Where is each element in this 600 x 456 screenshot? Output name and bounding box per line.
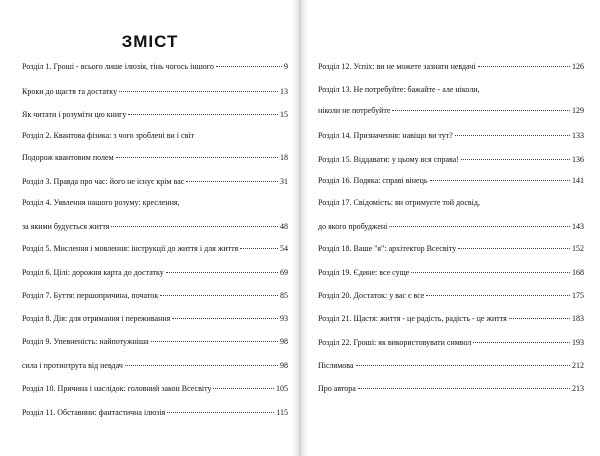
- toc-entry: [22, 110, 288, 120]
- toc-entry: [318, 291, 584, 301]
- toc-entry-page: 129: [572, 106, 584, 115]
- toc-entry-page: 213: [572, 384, 584, 393]
- toc-entry: [22, 177, 288, 187]
- toc-entry-page: 13: [280, 87, 288, 96]
- toc-entry: [22, 361, 288, 371]
- toc-entry-page: 85: [280, 291, 288, 300]
- toc-entry: [22, 131, 288, 141]
- toc-leader-dots: [426, 295, 570, 296]
- toc-entry-title: Розділ 7. Буття: першопричина, початок: [22, 291, 159, 300]
- toc-leader-dots: [411, 272, 570, 273]
- toc-entry: [318, 338, 584, 348]
- toc-entry-title: Розділ 11. Обставини: фантастична ілюзія: [22, 408, 166, 417]
- toc-entry-title: Розділ 10. Причина і наслідок: головний закон Всесвіту: [22, 384, 212, 393]
- toc-entry-page: 69: [280, 268, 288, 277]
- toc-leader-dots: [430, 180, 570, 181]
- toc-entry-page: 105: [276, 384, 288, 393]
- page-title: ЗМІСТ: [121, 32, 179, 51]
- toc-entry-page: 175: [572, 291, 584, 300]
- toc-right: [300, 0, 600, 456]
- toc-entry-title: за якими будується життя: [22, 222, 110, 231]
- toc-entry-title: Розділ 15. Віддавати: у цьому вся справа!: [318, 155, 459, 164]
- toc-entry-page: 193: [572, 338, 584, 347]
- toc-entry-title: Кроки до щастя та достатку: [22, 87, 118, 96]
- toc-entry-title: Розділ 22. Гроші: як використовувати символ: [318, 338, 472, 347]
- toc-leader-dots: [116, 157, 278, 158]
- toc-leader-dots: [119, 91, 278, 92]
- toc-entry-page: 18: [280, 153, 288, 162]
- toc-entry-page: 15: [280, 110, 288, 119]
- toc-entry: [318, 361, 584, 371]
- toc-entry-title: Розділ 20. Достаток: у вас є все: [318, 291, 425, 300]
- toc-leader-dots: [216, 66, 282, 67]
- toc-entry-title: Розділ 17. Свідомість: ви отримуєте той досвід,: [318, 198, 480, 207]
- toc-entry: [22, 222, 288, 232]
- toc-entry-title: Розділ 14. Призначення: навіщо ви тут?: [318, 131, 453, 140]
- toc-leader-dots: [128, 114, 278, 115]
- toc-entry: [22, 384, 288, 394]
- toc-leader-dots: [125, 365, 278, 366]
- toc-entry-title: Розділ 9. Упевненість: найпотужніша: [22, 337, 149, 346]
- toc-entry: [318, 85, 584, 95]
- toc-entry-title: Післямова: [318, 361, 354, 370]
- toc-entry-page: 212: [572, 361, 584, 370]
- toc-entry-title: Про автора: [318, 384, 356, 393]
- toc-entry-page: 143: [572, 222, 584, 231]
- toc-entry-page: 133: [572, 131, 584, 140]
- toc-entry-title: Розділ 21. Щастя: життя - це радість, радість - це життя: [318, 314, 507, 323]
- toc-leader-dots: [358, 388, 570, 389]
- toc-entry: [318, 384, 584, 394]
- toc-entry: [22, 87, 288, 97]
- toc-entry-title: Розділ 3. Правда про час: його не існує крім вас: [22, 177, 185, 186]
- toc-entry: [22, 244, 288, 254]
- toc-entry-title: Розділ 13. Не потребуйте: бажайте - але ніколи,: [318, 85, 480, 94]
- toc-entry-title: Як читати і розуміти цю книгу: [22, 110, 127, 119]
- toc-entry-page: 168: [572, 268, 584, 277]
- toc-entry-title: Розділ 1. Гроші - всього лише ілюзія, тінь чогось іншого: [22, 62, 214, 71]
- toc-entry-title: Розділ 18. Ваше "я": архітектор Всесвіту: [318, 244, 457, 253]
- toc-leader-dots: [461, 159, 570, 160]
- toc-leader-dots: [389, 226, 570, 227]
- toc-leader-dots: [167, 412, 274, 413]
- toc-entry-title: Розділ 5. Мислення і мовлення: інструкції до життя і для життя: [22, 244, 239, 253]
- toc-entry-page: 136: [572, 155, 584, 164]
- toc-leader-dots: [392, 110, 570, 111]
- toc-entry: [22, 408, 288, 418]
- toc-entry: [318, 222, 584, 232]
- toc-entry: [22, 337, 288, 347]
- toc-entry-page: 48: [280, 222, 288, 231]
- toc-entry: [318, 268, 584, 278]
- toc-entry-title: до якого пробуджені: [318, 222, 388, 231]
- toc-entry-page: 98: [280, 337, 288, 346]
- toc-entry-page: 126: [572, 62, 584, 71]
- toc-entry: [318, 106, 584, 116]
- toc-entry: [318, 62, 584, 72]
- toc-leader-dots: [111, 226, 278, 227]
- toc-leader-dots: [473, 342, 570, 343]
- toc-entry: [22, 268, 288, 278]
- toc-leader-dots: [509, 318, 570, 319]
- toc-entry-page: 31: [280, 177, 288, 186]
- toc-entry-title: Розділ 6. Цілі: дорожня карта до достатку: [22, 268, 164, 277]
- toc-entry-title: Розділ 2. Квантова фізика: з чого зроблені ви і світ: [22, 131, 195, 140]
- toc-entry: [318, 176, 584, 186]
- toc-entry: [22, 314, 288, 324]
- toc-leader-dots: [455, 135, 570, 136]
- toc-entry-page: 183: [572, 314, 584, 323]
- toc-entry-page: 93: [280, 314, 288, 323]
- toc-entry: [22, 153, 288, 163]
- toc-leader-dots: [160, 295, 278, 296]
- toc-entry: [318, 155, 584, 165]
- toc-leader-dots: [240, 248, 278, 249]
- toc-entry-title: Розділ 12. Успіх: ви не можете зазнати невдачі: [318, 62, 476, 71]
- toc-entry-title: Розділ 4. Уявлення нашого розуму: креслення,: [22, 198, 180, 207]
- toc-entry-title: Розділ 8. Дія: для отримання і переживання: [22, 314, 171, 323]
- toc-entry-title: Розділ 16. Подяка: справі вінець: [318, 176, 428, 185]
- toc-entry-title: Розділ 19. Єдине: все суще: [318, 268, 410, 277]
- toc-entry-page: 115: [276, 408, 288, 417]
- toc-entry-page: 152: [572, 244, 584, 253]
- toc-entry-title: ніколи не потребуйте: [318, 106, 391, 115]
- toc-leader-dots: [166, 272, 278, 273]
- toc-entry-page: 141: [572, 176, 584, 185]
- toc-entry-page: 9: [284, 62, 288, 71]
- toc-leader-dots: [186, 181, 278, 182]
- toc-leader-dots: [478, 66, 570, 67]
- book-gutter: [291, 0, 309, 456]
- toc-leader-dots: [213, 388, 274, 389]
- toc-leader-dots: [356, 365, 570, 366]
- toc-entry-page: 54: [280, 244, 288, 253]
- right-page: [300, 0, 600, 456]
- toc-entry-title: Подорож квантовим полем: [22, 153, 114, 162]
- toc-entry: [22, 198, 288, 208]
- toc-entry: [318, 244, 584, 254]
- toc-entry: [318, 198, 584, 208]
- toc-leader-dots: [458, 248, 570, 249]
- toc-entry: [22, 291, 288, 301]
- toc-entry-title: сила і протиотрута від невдач: [22, 361, 123, 370]
- toc-leader-dots: [151, 341, 278, 342]
- toc-entry-page: 98: [280, 361, 288, 370]
- toc-leader-dots: [172, 318, 278, 319]
- toc-entry: [22, 62, 288, 72]
- toc-entry: [318, 314, 584, 324]
- toc-entry: [318, 131, 584, 141]
